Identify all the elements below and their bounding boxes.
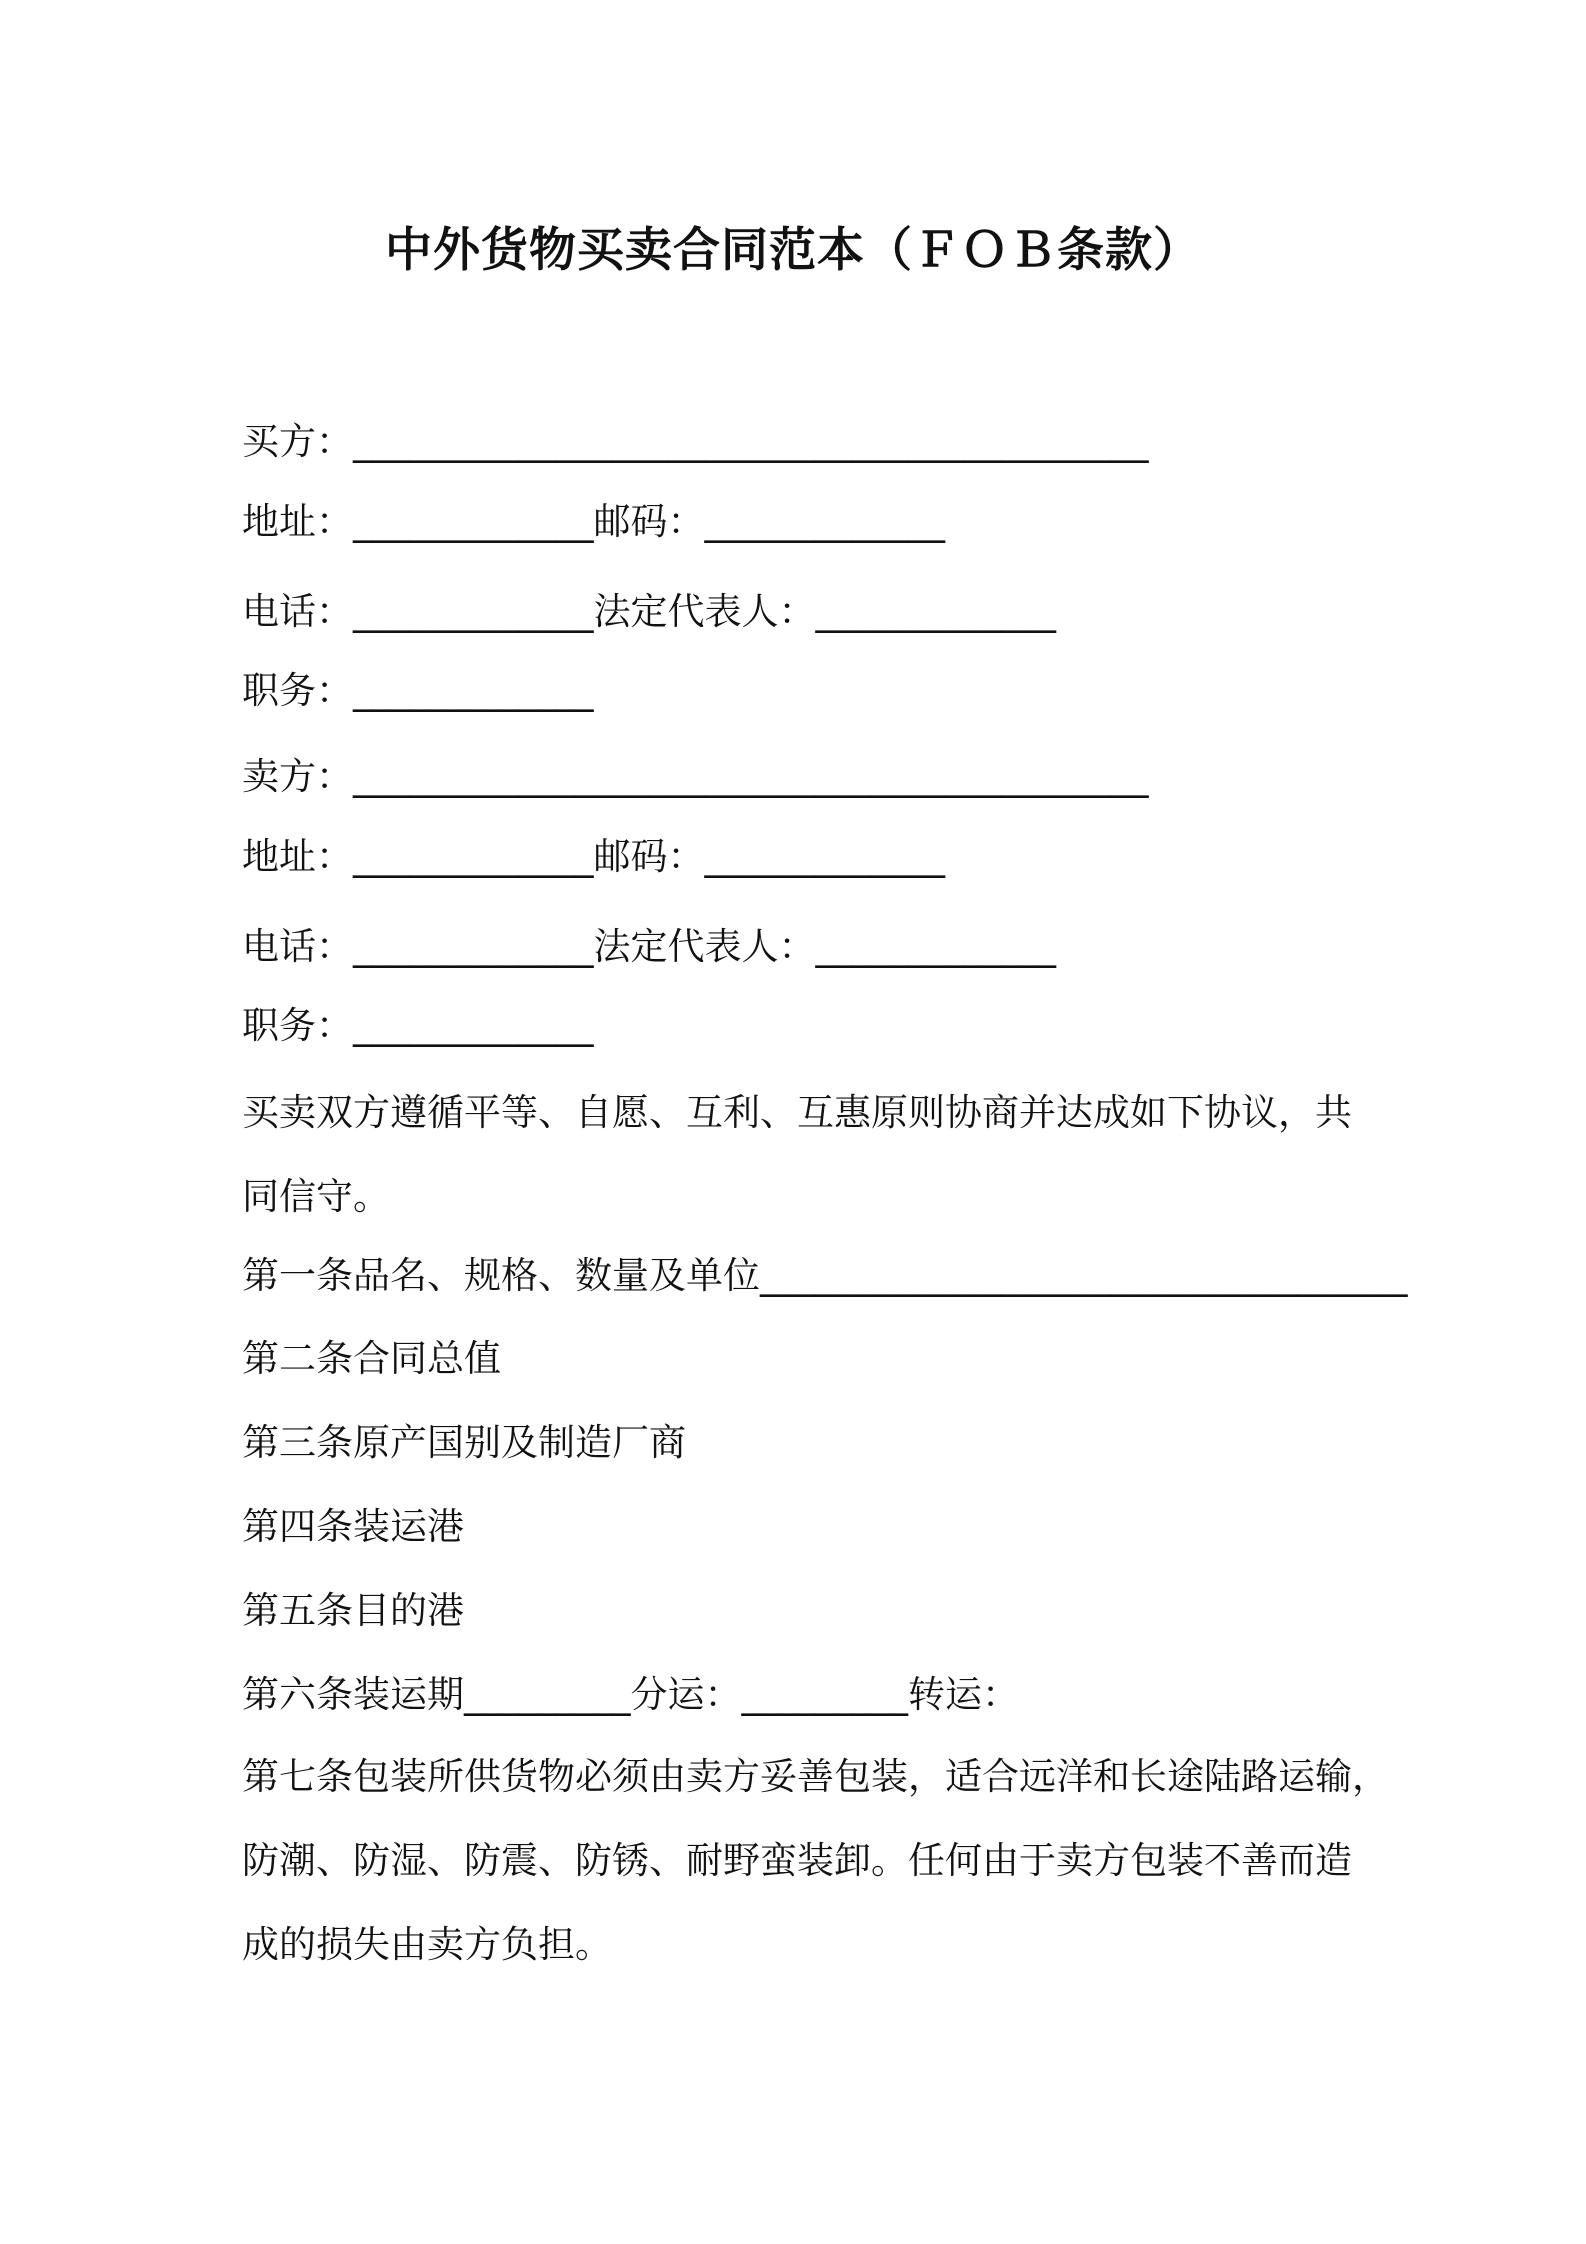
seller-position-line: 职务：_____________ [242,1004,594,1047]
buyer-position-line: 职务：_____________ [242,669,594,712]
preamble-line: 同信守。 [242,1175,390,1218]
article-6: 第六条装运期_________分运：_________转运： [242,1673,1019,1716]
article-7-line: 防潮、防湿、防震、防锈、耐野蛮装卸。任何由于卖方包装不善而造 [242,1839,1352,1882]
seller-address-line: 地址：_____________邮码：_____________ [242,835,945,878]
article-1: 第一条品名、规格、数量及单位___________________________________ [242,1254,1408,1297]
preamble-line: 买卖双方遵循平等、自愿、互利、互惠原则协商并达成如下协议，共 [242,1091,1352,1134]
buyer-party-line: 买方：___________________________________________ [242,420,1149,463]
article-2: 第二条合同总值 [242,1337,501,1380]
buyer-phone-line: 电话：_____________法定代表人：_____________ [242,590,1056,633]
article-7-line: 第七条包装所供货物必须由卖方妥善包装，适合远洋和长途陆路运输， [242,1755,1389,1798]
preamble-paragraph [242,1071,1362,1239]
seller-party-line: 卖方：___________________________________________ [242,755,1149,798]
article-7 [242,1735,1389,1987]
document-title: 中外货物买卖合同范本（ＦＯＢ条款） [385,223,1201,278]
seller-phone-line: 电话：_____________法定代表人：_____________ [242,925,1056,968]
article-5: 第五条目的港 [242,1589,464,1632]
article-7-line: 成的损失由卖方负担。 [242,1923,612,1966]
buyer-address-line: 地址：_____________邮码：_____________ [242,500,945,543]
article-4: 第四条装运港 [242,1505,464,1548]
article-3: 第三条原产国别及制造厂商 [242,1421,686,1464]
